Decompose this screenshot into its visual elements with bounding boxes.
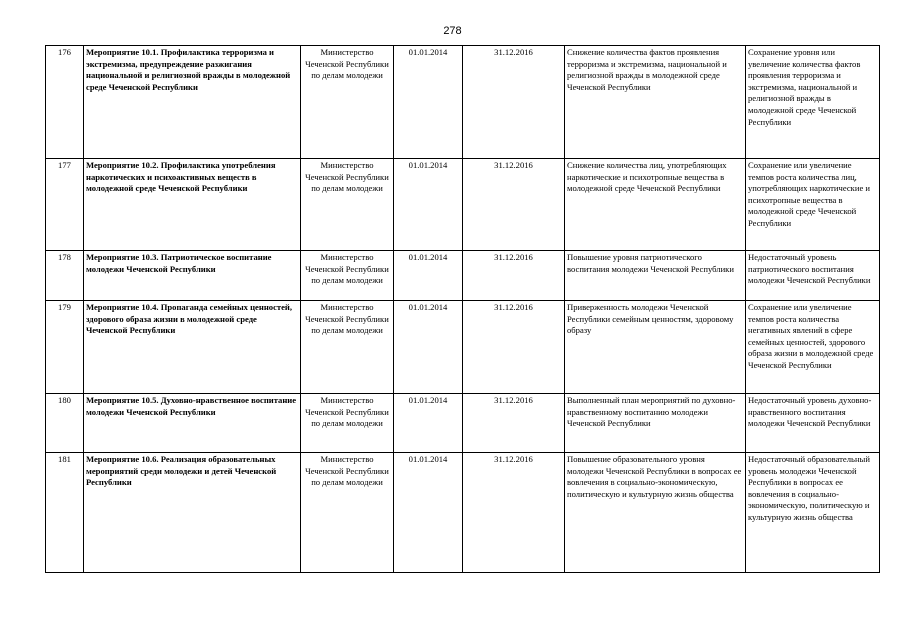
measure-name: Мероприятие 10.4. Пропаганда семейных ценностей, здорового образа жизни в молодежной среде Чеченской Республики xyxy=(84,301,301,394)
executor: Министерство Чеченской Республики по делам молодежи xyxy=(301,301,394,394)
expected-result: Повышение уровня патриотического воспитания молодежи Чеченской Республики xyxy=(565,251,746,301)
non-implementation-consequence: Недостаточный образовательный уровень молодежи Чеченской Республики в вопросах ее вовлечения в социально-экономическую, политическую и культурную жизнь общества xyxy=(746,453,880,573)
start-date: 01.01.2014 xyxy=(394,301,463,394)
table-row xyxy=(46,301,880,394)
measure-name: Мероприятие 10.2. Профилактика употребления наркотических и психоактивных веществ в молодежной среде Чеченской Республики xyxy=(84,159,301,251)
executor: Министерство Чеченской Республики по делам молодежи xyxy=(301,251,394,301)
row-number: 180 xyxy=(46,394,84,453)
measure-name: Мероприятие 10.5. Духовно-нравственное воспитание молодежи Чеченской Республики xyxy=(84,394,301,453)
executor: Министерство Чеченской Республики по делам молодежи xyxy=(301,159,394,251)
table-row xyxy=(46,46,880,159)
start-date: 01.01.2014 xyxy=(394,251,463,301)
start-date: 01.01.2014 xyxy=(394,453,463,573)
non-implementation-consequence: Сохранение уровня или увеличение количества фактов проявления терроризма и экстремизма, национальной и религиозной вражды в молодежной среде Чеченской Республики xyxy=(746,46,880,159)
row-number: 176 xyxy=(46,46,84,159)
executor: Министерство Чеченской Республики по делам молодежи xyxy=(301,394,394,453)
row-number: 178 xyxy=(46,251,84,301)
expected-result: Снижение количества лиц, употребляющих наркотические и психотропные вещества в молодежной среде Чеченской Республики xyxy=(565,159,746,251)
table-row xyxy=(46,159,880,251)
row-number: 181 xyxy=(46,453,84,573)
start-date: 01.01.2014 xyxy=(394,46,463,159)
non-implementation-consequence: Недостаточный уровень духовно-нравственного воспитания молодежи Чеченской Республики xyxy=(746,394,880,453)
table-row xyxy=(46,453,880,573)
end-date: 31.12.2016 xyxy=(463,394,565,453)
start-date: 01.01.2014 xyxy=(394,394,463,453)
row-number: 179 xyxy=(46,301,84,394)
expected-result: Повышение образовательного уровня молодежи Чеченской Республики в вопросах ее вовлечения в социально-экономическую, политическую и культурную жизнь общества xyxy=(565,453,746,573)
end-date: 31.12.2016 xyxy=(463,251,565,301)
expected-result: Выполненный план мероприятий по духовно-нравственному воспитанию молодежи Чеченской Республики xyxy=(565,394,746,453)
non-implementation-consequence: Сохранение или увеличение темпов роста количества негативных явлений в сфере семейных ценностей, здорового образа жизни в молодежной среде Чеченской Республики xyxy=(746,301,880,394)
end-date: 31.12.2016 xyxy=(463,159,565,251)
expected-result: Снижение количества фактов проявления терроризма и экстремизма, национальной и религиозной вражды в молодежной среде Чеченской Республики xyxy=(565,46,746,159)
end-date: 31.12.2016 xyxy=(463,453,565,573)
non-implementation-consequence: Сохранение или увеличение темпов роста количества лиц, употребляющих наркотические и психотропные вещества в молодежной среде Чеченской Республики xyxy=(746,159,880,251)
measure-name: Мероприятие 10.3. Патриотическое воспитание молодежи Чеченской Республики xyxy=(84,251,301,301)
non-implementation-consequence: Недостаточный уровень патриотического воспитания молодежи Чеченской Республики xyxy=(746,251,880,301)
row-number: 177 xyxy=(46,159,84,251)
measure-name: Мероприятие 10.1. Профилактика терроризма и экстремизма, предупреждение разжигания национальной и религиозной вражды в молодежной среде Чеченской Республики xyxy=(84,46,301,159)
page-number: 278 xyxy=(443,25,462,37)
table-row xyxy=(46,394,880,453)
start-date: 01.01.2014 xyxy=(394,159,463,251)
end-date: 31.12.2016 xyxy=(463,301,565,394)
expected-result: Приверженность молодежи Чеченской Республики семейным ценностям, здоровому образу xyxy=(565,301,746,394)
table-row xyxy=(46,251,880,301)
measure-name: Мероприятие 10.6. Реализация образовательных мероприятий среди молодежи и детей Чеченской Республики xyxy=(84,453,301,573)
executor: Министерство Чеченской Республики по делам молодежи xyxy=(301,46,394,159)
end-date: 31.12.2016 xyxy=(463,46,565,159)
executor: Министерство Чеченской Республики по делам молодежи xyxy=(301,453,394,573)
measures-table xyxy=(45,45,880,573)
